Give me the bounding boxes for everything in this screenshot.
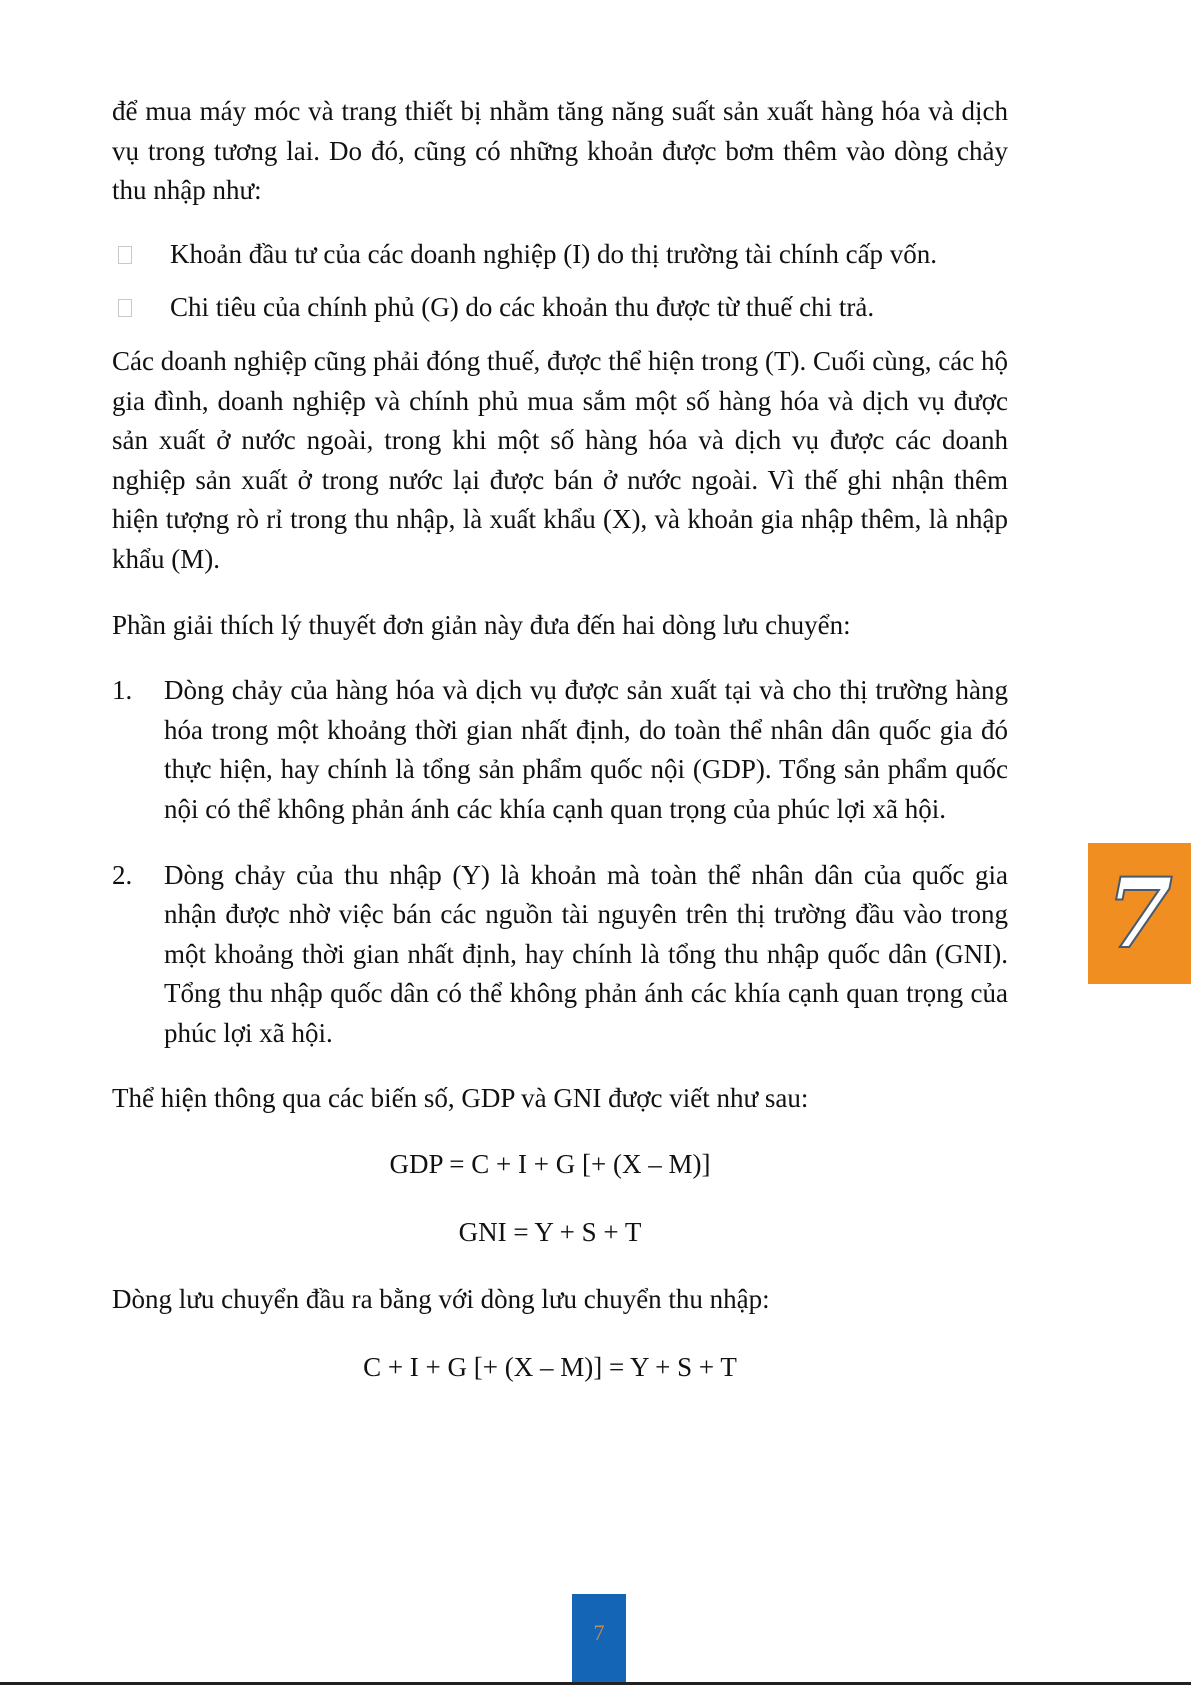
intro-paragraph: để mua máy móc và trang thiết bị nhằm tăng năng suất sản xuất hàng hóa và dịch vụ trong tương lai. Do đó, cũng có những khoản được bơm thêm vào dòng chảy thu nhập như: (112, 96, 1008, 206)
chapter-number: 7 (1106, 856, 1173, 970)
equation-gdp: GDP = C + I + G [+ (X – M)] (389, 1149, 711, 1180)
bullet-item (112, 235, 1008, 275)
variables-paragraph: Thể hiện thông qua các biến số, GDP và GNI được viết như sau: (112, 1083, 809, 1114)
numbered-text: Dòng chảy của thu nhập (Y) là khoản mà toàn thể nhân dân của quốc gia nhận được nhờ việc bán các nguồn tài nguyên trên thị trường đầu vào trong một khoảng thời gian nhất định, hay chính là tổng thu nhập quốc dân (GNI). Tổng thu nhập quốc dân có thể không phản ánh các khía cạnh quan trọng của phúc lợi xã hội. (164, 859, 1008, 1048)
bullet-box-icon (118, 246, 132, 264)
lead-paragraph: Phần giải thích lý thuyết đơn giản này đưa đến hai dòng lưu chuyển: (112, 609, 851, 640)
bullet-item (112, 288, 1008, 328)
numbered-text: Dòng chảy của hàng hóa và dịch vụ được sản xuất tại và cho thị trường hàng hóa trong một khoảng thời gian nhất định, do toàn thể nhân dân quốc gia đó thực hiện, hay chính là tổng sản phẩm quốc nội (GDP). Tổng sản phẩm quốc nội có thể không phản ánh các khía cạnh quan trọng của phúc lợi xã hội. (164, 675, 1008, 824)
bullet-list (112, 235, 1008, 328)
body-content (112, 92, 1008, 1415)
chapter-tab (1088, 843, 1191, 984)
bullet-text: Chi tiêu của chính phủ (G) do các khoản thu được từ thuế chi trả. (170, 292, 875, 323)
page-number-tab (572, 1594, 626, 1685)
numbered-list (112, 671, 1008, 1053)
equation-gni: GNI = Y + S + T (458, 1216, 642, 1247)
taxes-paragraph: Các doanh nghiệp cũng phải đóng thuế, được thể hiện trong (T). Cuối cùng, các hộ gia đình, doanh nghiệp và chính phủ mua sắm một số hàng hóa và dịch vụ được sản xuất ở nước ngoài, trong khi một số hàng hóa và dịch vụ được các doanh nghiệp sản xuất ở trong nước lại được bán ở nước ngoài. Vì thế ghi nhận thêm hiện tượng rò rỉ trong thu nhập, là xuất khẩu (X), và khoản gia nhập thêm, là nhập khẩu (M). (112, 345, 1008, 574)
numbered-item (112, 856, 1008, 1054)
numbered-item (112, 671, 1008, 829)
equation-balance: C + I + G [+ (X – M)] = Y + S + T (363, 1351, 737, 1382)
numbered-marker: 1. (112, 675, 133, 706)
page-number: 7 (593, 1620, 605, 1645)
bullet-box-icon (118, 299, 132, 317)
numbered-marker: 2. (112, 859, 133, 890)
flow-paragraph: Dòng lưu chuyển đầu ra bằng với dòng lưu chuyển thu nhập: (112, 1284, 770, 1315)
bullet-text: Khoản đầu tư của các doanh nghiệp (I) do thị trường tài chính cấp vốn. (170, 238, 938, 269)
